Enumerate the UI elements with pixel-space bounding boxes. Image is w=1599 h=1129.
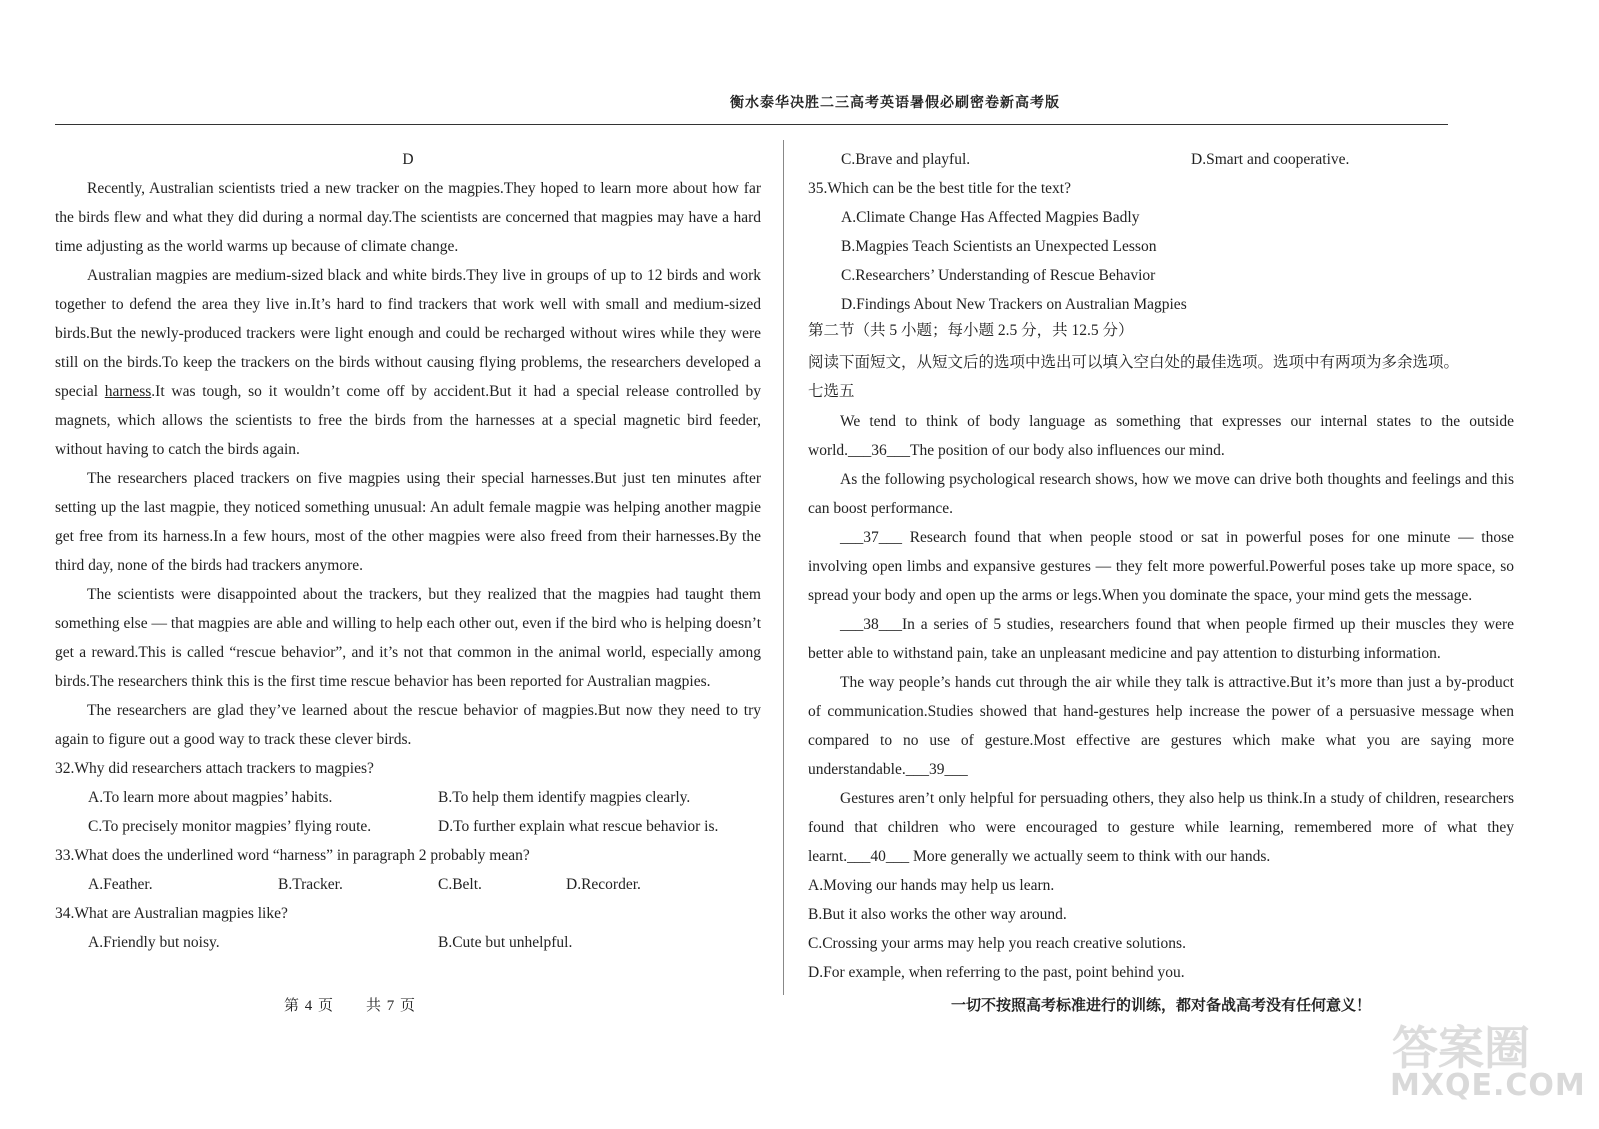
section-2-instructions: 阅读下面短文，从短文后的选项中选出可以填入空白处的最佳选项。选项中有两项为多余选项。: [808, 354, 1460, 371]
question-34-options-row-1: [55, 928, 761, 957]
q35-option-b: B.Magpies Teach Scientists an Unexpected Lesson: [841, 238, 1157, 255]
question-34-stem: 34.What are Australian magpies like?: [55, 905, 288, 922]
q32-option-a: A.To learn more about magpies’ habits.: [88, 789, 333, 806]
footer-motto: 一切不按照高考标准进行的训练，都对备战高考没有任何意义！: [950, 996, 1371, 1014]
q33-option-a: A.Feather.: [88, 876, 153, 893]
q35-option-c: C.Researchers’ Understanding of Rescue Behavior: [841, 267, 1156, 284]
question-32-options-row-2: [55, 812, 761, 841]
cloze-p1-text: We tend to think of body language as something that expresses our internal states to the outside world.: [808, 413, 1514, 459]
q33-option-b: B.Tracker.: [278, 876, 343, 893]
section-2-type: 七选五: [808, 383, 855, 400]
passage-paragraph-4: The scientists were disappointed about the trackers, but they realized that the magpies had taught them something else — that magpies are able and willing to help each other out, even if the bird who is helping doesn’t get a reward.This is called “rescue behavior”, and it’s not that common in the animal world, especially among birds.The researchers think this is the first time rescue behavior has been reported for Australian magpies.: [55, 586, 761, 690]
cloze-p3-text: Research found that when people stood or sat in powerful poses for one minute — those involving open limbs and expansive gestures — they felt more powerful.Powerful poses take up more space, so spread your body and open up the arms or legs.When you dominate the space, your mind gets the message.: [808, 529, 1514, 604]
blank-39: ___39___: [905, 761, 968, 778]
question-34-options-row-2: [808, 145, 1514, 174]
cloze-p5-text: The way people’s hands cut through the air while they talk is attractive.But it’s more than just a by-product of communication.Studies showed that hand-gestures help increase the power of a persuasive message when compared to no use of gesture.Most effective are gestures which make what you are saying more understandable.: [808, 674, 1514, 778]
cloze-paragraph-6: [808, 784, 1514, 871]
cloze-p4-text: In a series of 5 studies, researchers found that when people firmed up their muscles they were better able to withstand pain, take an unpleasant medicine and pay attention to disturbing information.: [808, 616, 1514, 662]
choice-c: C.Crossing your arms may help you reach creative solutions.: [808, 935, 1186, 952]
blank-36: ___36___: [848, 442, 911, 459]
exam-header-title: 衡水泰华决胜二三高考英语暑假必刷密卷新高考版: [730, 95, 1060, 111]
watermark-logo: 答案圈: [1392, 1021, 1530, 1075]
page-number: 第 4 页 共 7 页: [283, 998, 416, 1014]
cloze-p1-text-end: The position of our body also influences our mind.: [910, 442, 1225, 459]
question-33-options-row: [55, 870, 761, 899]
cloze-p6-text-end: More generally we actually seem to think with our hands.: [909, 848, 1271, 865]
q33-option-c: C.Belt.: [438, 876, 482, 893]
header-rule: [55, 124, 1448, 125]
cloze-p6-text: Gestures aren’t only helpful for persuading others, they also help us think.In a study of children, researchers found that children who were encouraged to gesture while learning, remembered more of what they learnt.: [808, 790, 1514, 865]
question-35-stem: 35.Which can be the best title for the text?: [808, 180, 1071, 197]
right-column: [808, 145, 1514, 987]
q34-option-b: B.Cute but unhelpful.: [438, 934, 573, 951]
q32-option-b: B.To help them identify magpies clearly.: [438, 789, 691, 806]
choice-b: B.But it also works the other way around.: [808, 906, 1067, 923]
cloze-paragraph-3: [808, 523, 1514, 610]
question-33-stem: 33.What does the underlined word “harness” in paragraph 2 probably mean?: [55, 847, 530, 864]
q34-option-c: C.Brave and playful.: [841, 151, 971, 168]
choice-a: A.Moving our hands may help us learn.: [808, 877, 1055, 894]
q33-option-d: D.Recorder.: [566, 876, 641, 893]
blank-38: ___38___: [840, 616, 902, 633]
blank-37: ___37___: [840, 529, 902, 546]
left-column: [55, 145, 761, 957]
question-32-stem: 32.Why did researchers attach trackers to magpies?: [55, 760, 374, 777]
q32-option-d: D.To further explain what rescue behavior is.: [438, 818, 719, 835]
q34-option-d: D.Smart and cooperative.: [1191, 151, 1350, 168]
passage-paragraph-2: [55, 261, 761, 464]
cloze-paragraph-1: [808, 407, 1514, 465]
q32-option-c: C.To precisely monitor magpies’ flying route.: [88, 818, 372, 835]
cloze-paragraph-2: As the following psychological research shows, how we move can drive both thoughts and feelings and this can boost performance.: [808, 471, 1514, 517]
section-2-title: 第二节（共 5 小题；每小题 2.5 分，共 12.5 分）: [808, 322, 1134, 339]
cloze-paragraph-4: [808, 610, 1514, 668]
paragraph-2-text: Australian magpies are medium-sized black and white birds.They live in groups of up to 12 birds and work together to defend the area they live in.It’s hard to find trackers that work well with small and medium-sized birds.But the newly-produced trackers were light enough and could be recharged without wires while they were still on the birds.To keep the trackers on the birds without causing flying problems, the researchers developed a special: [55, 267, 761, 400]
question-32-options-row-1: [55, 783, 761, 812]
passage-paragraph-1: Recently, Australian scientists tried a new tracker on the magpies.They hoped to learn more about how far the birds flew and what they did during a normal day.The scientists are concerned that magpies may have a hard time adjusting as the world warms up because of climate change.: [55, 180, 761, 255]
passage-paragraph-3: The researchers placed trackers on five magpies using their special harnesses.But just ten minutes after setting up the last magpie, they noticed something unusual: An adult female magpie was helping another magpie get free from its harness.In a few hours, most of the other magpies were also freed from their harnesses.By the third day, none of the birds had trackers anymore.: [55, 470, 761, 574]
q35-option-d: D.Findings About New Trackers on Australian Magpies: [841, 296, 1187, 313]
passage-paragraph-5: The researchers are glad they’ve learned about the rescue behavior of magpies.But now they need to try again to figure out a good way to track these clever birds.: [55, 702, 761, 748]
paragraph-2-text-end: .It was tough, so it wouldn’t come off by accident.But it had a special release controlled by magnets, which allows the scientists to free the birds from the harnesses at a special magnetic bird feeder, without having to catch the birds again.: [55, 383, 761, 458]
q35-option-a: A.Climate Change Has Affected Magpies Badly: [841, 209, 1140, 226]
blank-40: ___40___: [847, 848, 910, 865]
choice-d: D.For example, when referring to the past, point behind you.: [808, 964, 1185, 981]
underlined-word-harness: harness: [104, 383, 152, 400]
q34-option-a: A.Friendly but noisy.: [88, 934, 220, 951]
cloze-paragraph-5: [808, 668, 1514, 784]
column-divider: [783, 140, 784, 995]
watermark-site: MXQE.COM: [1390, 1068, 1586, 1103]
section-letter: D: [402, 151, 414, 168]
